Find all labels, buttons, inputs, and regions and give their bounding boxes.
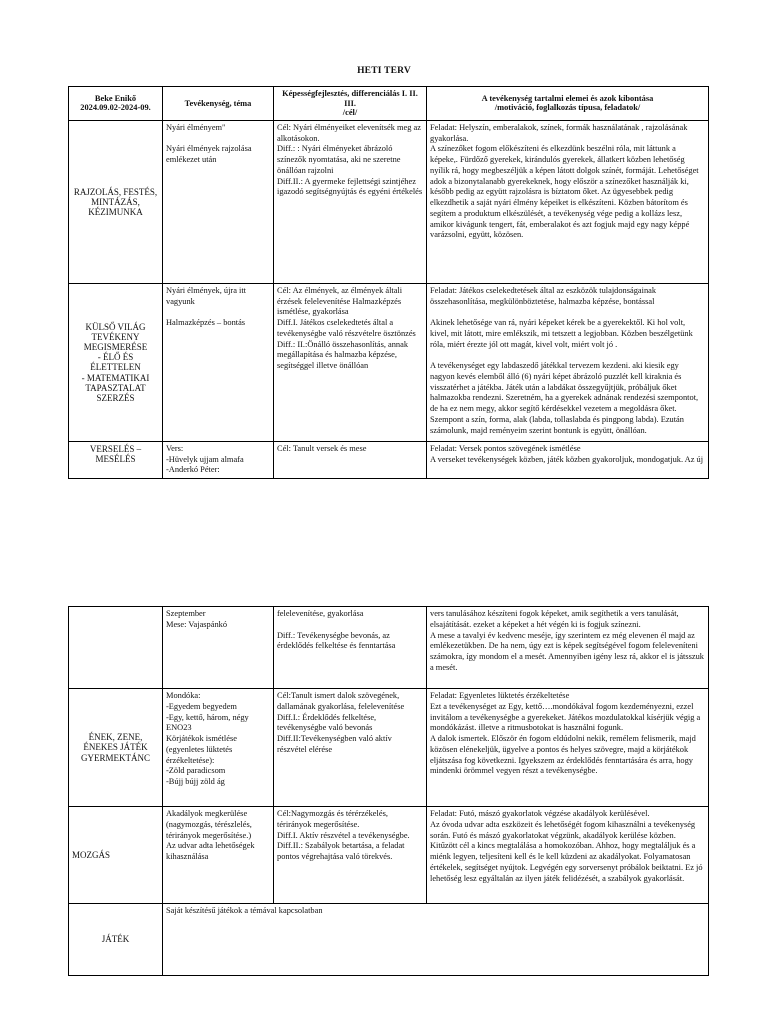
table-row — [69, 283, 709, 441]
activity-topic: Akadályok megkerülése (nagymozgás, térészlelés, térirányok megerősítése.) Az udvar adta lehetőségek kihasználása — [163, 807, 274, 904]
table-row — [69, 607, 709, 689]
activity-area: RAJZOLÁS, FESTÉS, MINTÁZÁS, KÉZIMUNKA — [69, 120, 163, 283]
activity-content: vers tanulásához készíteni fogok képeket, amik segíthetik a vers tanulását, elsajátítását. ezeket a képeket a hét végén ki is fogjuk színezni. A mese a tavalyi év kedvenc meséje, így szerintem ez még elevenen él majd az emlékezetükben. De ha nem, úgy ezt is képek segítségével fogom feleleveníteni számokra, így mondom el a mesét. Amennyiben igény lesz rá, akkor el is játsszuk a mesét. — [427, 607, 709, 689]
header-skill-development: Képességfejlesztés, differenciálás I. II. III. /cél/ — [274, 87, 427, 121]
activity-area: JÁTÉK — [69, 904, 163, 976]
activity-area: KÜLSŐ VILÁG TEVÉKENY MEGISMERÉSE - ÉLŐ ÉS ÉLETTELEN - MATEMATIKAI TAPASZTALAT SZERZÉS — [69, 283, 163, 441]
activity-topic: Vers: -Hüvelyk ujjam almafa -Anderkó Péter: — [163, 441, 274, 478]
table-row — [69, 120, 709, 283]
activity-goal: Cél: Tanult versek és mese — [274, 441, 427, 478]
activity-area: VERSELÉS – MESÉLÉS — [69, 441, 163, 478]
activity-content: Feladat: Versek pontos szövegének ismétlése A verseket tevékenységek közben, játék közben gyakoroljuk, mondogatjuk. Az új — [427, 441, 709, 478]
activity-goal: felelevenítése, gyakorlása Diff.: Tevékenységbe bevonás, az érdeklődés felkeltése és fenntartása — [274, 607, 427, 689]
table-row — [69, 904, 709, 976]
activity-topic: Szeptember Mese: Vajaspánkó — [163, 607, 274, 689]
document-title: HETI TERV — [357, 66, 411, 76]
activity-topic: Nyári élmények, újra itt vagyunk Halmazképzés – bontás — [163, 283, 274, 441]
activity-content: Feladat: Egyenletes lüktetés érzékeltetése Ezt a tevékenységet az Egy, kettő….mondókával fogom kezdeményezni, ezzel invitálom a tevékenységbe a gyerekeket. Játékos mozdulatokkal kísérjük végig a mondókázást. illetve a ritmusbotokat is használni fogunk. A dalok ismertek. Először én fogom eldúdolni nekik, remélem felismerik, majd közösen elénekeljük, ügyelve a pontos és helyes szövegre, majd a körjátékok eljátszása fog következni. Igyekszem az érdeklődés fenntartására és arra, hogy mindenki örömmel vegyen részt a tevékenységbe. — [427, 689, 709, 807]
table-row — [69, 807, 709, 904]
activity-topic: Mondóka: -Egyedem begyedem -Egy, kettő, három, négy ENO23 Körjátékok ismétlése (egyenletes lüktetés érzékeltetése): -Zöld paradicsom -Bújj bújj zöld ág — [163, 689, 274, 807]
activity-area: MOZGÁS — [69, 807, 163, 904]
table-row — [69, 441, 709, 478]
header-teacher-date: Beke Enikő 2024.09.02-2024-09. — [69, 87, 163, 121]
header-activity-topic: Tevékenység, téma — [163, 87, 274, 121]
activity-area: ÉNEK, ZENE, ÉNEKES JÁTÉK GYERMEKTÁNC — [69, 689, 163, 807]
weekly-plan-table-page2 — [68, 606, 709, 976]
activity-content: Feladat: Helyszín, emberalakok, színek, formák használatának , rajzolásának gyakorlása. A színezőket fogom előkészíteni és elkezdünk beszélni róla, mit láttunk a képeke,. Fürdőző gyerekek, kirándulós gyerekek, állatkert közben lehetőség nyílik rá, hogy megbeszéljük a képen látott dolgok színét, formáját. Lehetőséget adok a bizonytalanabb gyerekeknek, hogy először a színezőket használják ki, később pedig az együtt rajzolásra is bíztatom őket. Az ügyesebbek pedig elkezdhetik a saját nyári élmény képeiket is elkészíteni. Közben bátorítom és segítem a produktum elkészülését, a tevékenység vége pedig a kollázs lesz, amikor kivágunk tengert, fát, emberalakot és azt fogjuk majd egy nagy képpé varázsolni, együtt, közösen. — [427, 120, 709, 283]
activity-topic: Saját készítésű játékok a témával kapcsolatban — [163, 904, 709, 976]
activity-area — [69, 607, 163, 689]
activity-topic: Nyári élményem" Nyári élmények rajzolása emlékezet után — [163, 120, 274, 283]
activity-goal: Cél:Nagymozgás és térérzékelés, térirányok megerősítése. Diff.I. Aktív részvétel a tevékenységbe. Diff.II.: Szabályok betartása, a feladat pontos végrehajtása való törekvés. — [274, 807, 427, 904]
activity-goal: Cél: Nyári élményeiket elevenítsék meg az alkotásokon. Diff.: : Nyári élményeket ábrázoló színezők nyomtatása, aki ne szeretne önállóan rajzolni Diff.II.: A gyermeke fejlettségi szintjéhez igazodó segítségnyújtás és egyéni értékelés — [274, 120, 427, 283]
activity-goal: Cél: Az élmények, az élmények általi érzések felelevenítése Halmazképzés ismétlése, gyakorlása Diff.I. Játékos cselekedtetés által a tevékenységbe való részvételre ösztönzés Diff.: II.:Önálló összehasonlítás, annak megállapítása és halmazba képzése, segítséggel illetve önállóan — [274, 283, 427, 441]
activity-content: Feladat: Játékos cselekedtetések által az eszközök tulajdonságainak összehasonlítása, megkülönböztetése, halmazba képzése, bontással Akinek lehetősége van rá, nyári képeket kérek be a gyerekektől. Ki hol volt, kivel, mit látott, mire emlékszik, mi tetszett a legjobban. Közben beszélgetünk róla, miért érezte jól ott magát, kivel volt, miért volt jó . A tevékenységet egy labdaszedő játékkal tervezem kezdeni. aki kiesik egy nagyon kevés elemből álló (6) nyári képet ábrázoló puzzlét kell kiraknia és visszatérhet a játékba. Játék után a labdákat összegyűjtjük, próbáljuk őket halmazokba rendezni. Szeretném, ha a gyerekek adnának rendezési szempontot, de ha ez nem megy, akkor segítő kérdésekkel vezetem a megoldásra őket. Szempont a szín, forma, alak (labda, tollaslabda és pingpong labda). Ezután számolunk, majd reményeim szerint bontunk is együtt, önállóan. — [427, 283, 709, 441]
activity-goal: Cél:Tanult ismert dalok szövegének, dallamának gyakorlása, felelevenítése Diff.I.: Érdeklődés felkeltése, tevékenységbe való bevonás Diff.II:Tevékenységben való aktív részvétel elérése — [274, 689, 427, 807]
table-row — [69, 689, 709, 807]
weekly-plan-table-page1 — [68, 86, 709, 479]
header-activity-content: A tevékenység tartalmi elemei és azok kibontása /motiváció, foglalkozás típusa, feladatok/ — [427, 87, 709, 121]
activity-content: Feladat: Futó, mászó gyakorlatok végzése akadályok kerülésével. Az óvoda udvar adta eszközeit és lehetőségét fogom kihasználni a tevékenység során. Futó és mászó gyakorlatokat végzünk, akadályok kerülése közben. Kitűzött cél a kincs megtalálása a homokozóban. Ahhoz, hogy megtaláljuk és a miénk legyen, teljesíteni kell és le kell küzdeni az akadályokat. Folyamatosan értékelek, segítséget nyújtok. Legvégén egy sorversenyt próbálok beiktatni. Ez jó lehetőség lesz egyáltalán az ilyen játék felidézését, a szabályok gyakorlását. — [427, 807, 709, 904]
table-header-row — [69, 87, 709, 121]
